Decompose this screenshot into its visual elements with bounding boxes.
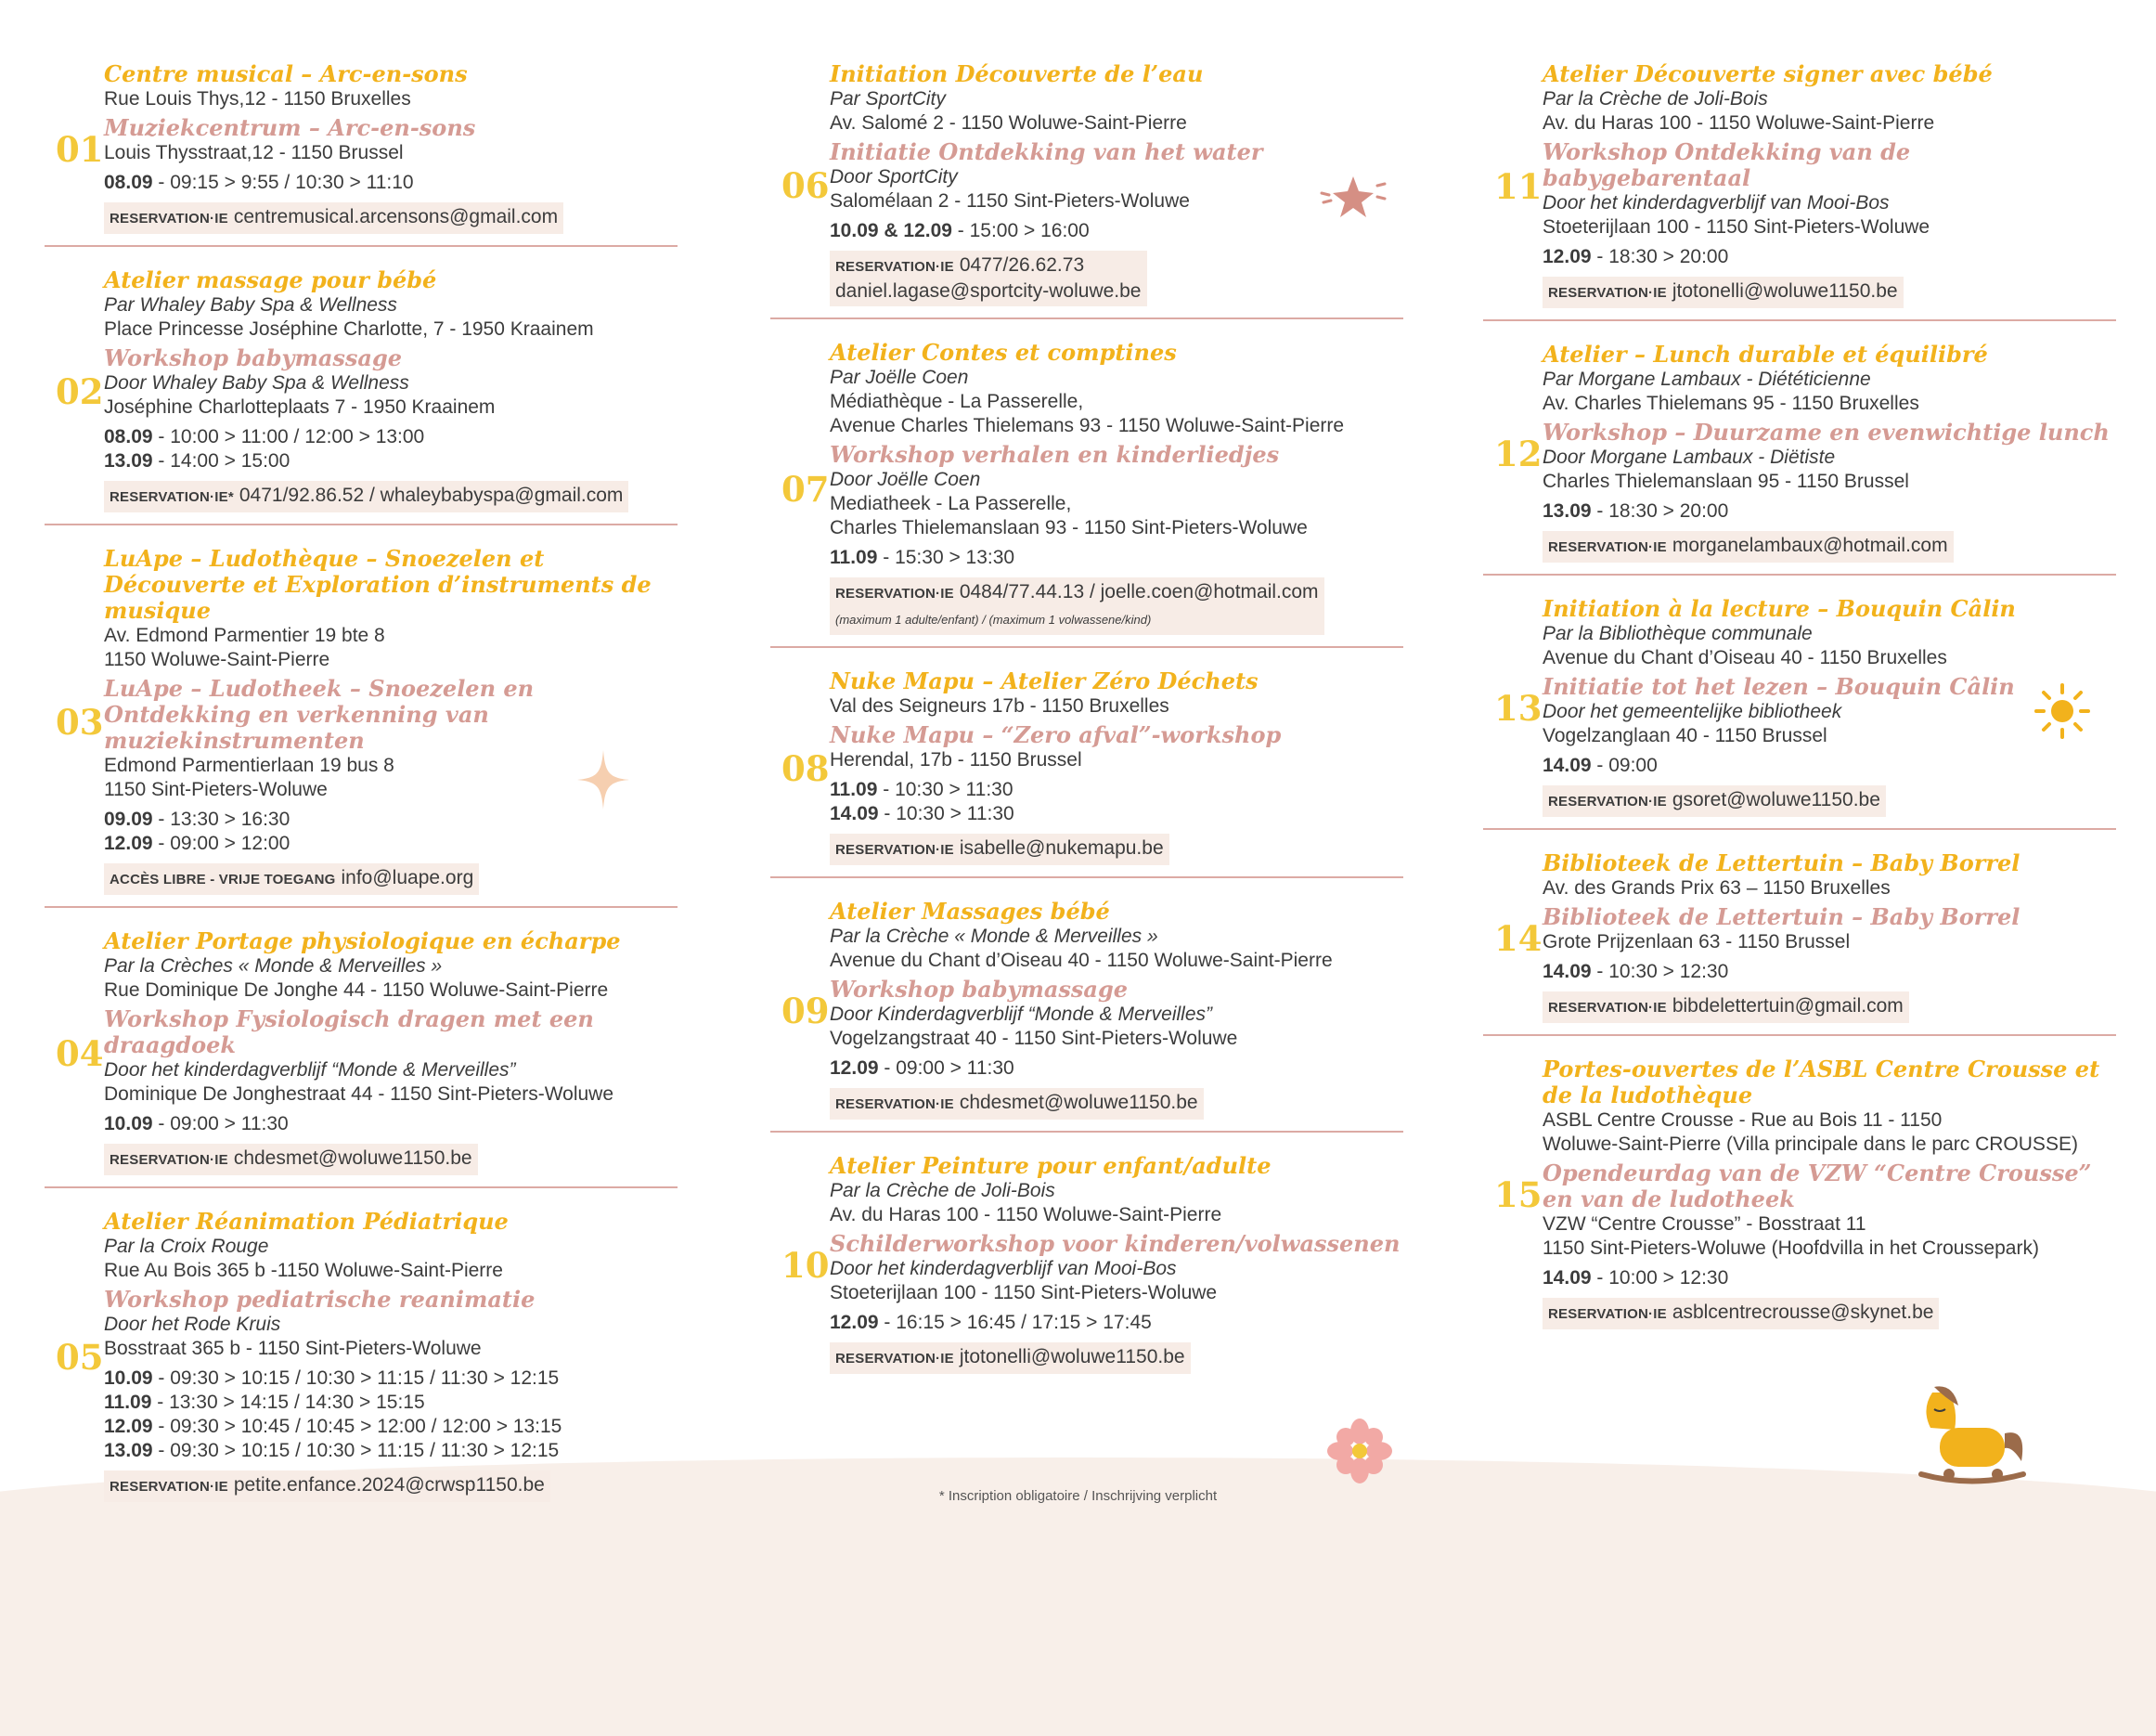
address-fr: Av. Salomé 2 - 1150 Woluwe-Saint-Pierre (830, 112, 1187, 134)
event-date: 11.09 - 10:30 > 11:30 (830, 779, 1013, 800)
event-title-nl: Initiatie Ontdekking van het water (830, 138, 1263, 165)
event-date: 08.09 - 09:15 > 9:55 / 10:30 > 11:10 (104, 172, 414, 193)
reservation-badge[interactable]: RESERVATION·IE isabelle@nukemapu.be (830, 834, 1169, 865)
event-12 (1483, 334, 2116, 576)
event-number: 02 (56, 371, 104, 412)
address-nl: Edmond Parmentierlaan 19 bus 8 (104, 755, 394, 776)
organizer-nl: Door het gemeentelijke bibliotheek (1543, 701, 1842, 722)
event-date: 10.09 - 09:30 > 10:15 / 10:30 > 11:15 / 11:30 > 12:15 (104, 1367, 560, 1389)
organizer-fr: Par la Crèche « Monde & Merveilles » (830, 926, 1158, 947)
address-fr: Place Princesse Joséphine Charlotte, 7 - 1950 Kraainem (104, 318, 594, 340)
event-number: 08 (781, 748, 830, 789)
organizer-fr: Par la Croix Rouge (104, 1236, 269, 1257)
address-fr: Avenue du Chant d’Oiseau 40 - 1150 Woluwe-Saint-Pierre (830, 950, 1333, 971)
column-3 (1483, 54, 2116, 1341)
event-date: 12.09 - 09:00 > 12:00 (104, 833, 290, 854)
reservation-badge[interactable]: RESERVATION·IE 0477/26.62.73 daniel.lagase@sportcity-woluwe.be (830, 251, 1147, 306)
organizer-fr: Par Joëlle Coen (830, 367, 969, 388)
address-nl: Grote Prijzenlaan 63 - 1150 Brussel (1543, 931, 1851, 952)
address-nl: Louis Thysstraat,12 - 1150 Brussel (104, 142, 404, 163)
organizer-nl: Door Morgane Lambaux - Diëtiste (1543, 447, 1836, 468)
address-nl: VZW “Centre Crousse” - Bosstraat 11 (1543, 1213, 1866, 1235)
event-number: 12 (1494, 434, 1543, 474)
event-number: 13 (1494, 688, 1543, 729)
reservation-badge[interactable]: RESERVATION·IE chdesmet@woluwe1150.be (830, 1088, 1204, 1120)
event-title-nl: Biblioteek de Lettertuin – Baby Borrel (1543, 903, 2020, 930)
event-title-fr: LuApe – Ludothèque – Snoezelen et Découverte et Exploration d’instruments de musique (104, 545, 652, 624)
capacity-note: (maximum 1 adulte/enfant) / (maximum 1 volwassene/kind) (835, 613, 1152, 627)
address-fr: Avenue du Chant d’Oiseau 40 - 1150 Bruxelles (1543, 647, 1947, 668)
organizer-fr: Par Morgane Lambaux - Diététicienne (1543, 369, 1871, 390)
address-nl: Charles Thielemanslaan 95 - 1150 Brussel (1543, 471, 1909, 492)
reservation-badge[interactable]: RESERVATION·IE petite.enfance.2024@crwsp1150.be (104, 1470, 550, 1502)
organizer-nl: Door het kinderdagverblijf van Mooi-Bos (1543, 192, 1890, 214)
event-number: 01 (56, 129, 104, 170)
event-title-nl: Workshop Ontdekking van de babygebarentaal (1543, 138, 1911, 191)
organizer-fr: Par la Crèche de Joli-Bois (1543, 88, 1768, 110)
event-date: 14.09 - 09:00 (1543, 755, 1658, 776)
event-title-fr: Portes-ouvertes de l’ASBL Centre Crousse et de la ludothèque (1543, 1056, 2100, 1108)
event-date: 12.09 - 16:15 > 16:45 / 17:15 > 17:45 (830, 1312, 1152, 1333)
event-title-fr: Atelier Réanimation Pédiatrique (104, 1208, 509, 1235)
event-date: 08.09 - 10:00 > 11:00 / 12:00 > 13:00 (104, 426, 425, 447)
event-title-fr: Initiation à la lecture – Bouquin Câlin (1543, 595, 2016, 622)
event-date: 10.09 & 12.09 - 15:00 > 16:00 (830, 220, 1090, 241)
event-date: 14.09 - 10:00 > 12:30 (1543, 1267, 1729, 1289)
sun-icon (2033, 681, 2092, 741)
reservation-badge[interactable]: RESERVATION·IE* 0471/92.86.52 / whaleybabyspa@gmail.com (104, 481, 628, 512)
organizer-nl: Door Whaley Baby Spa & Wellness (104, 372, 409, 394)
organizer-nl: Door Joëlle Coen (830, 469, 981, 490)
event-title-nl: Workshop pediatrische reanimatie (104, 1286, 536, 1313)
address-nl: Charles Thielemanslaan 93 - 1150 Sint-Pieters-Woluwe (830, 517, 1308, 538)
event-03 (45, 538, 678, 908)
event-title-fr: Centre musical – Arc-en-sons (104, 60, 468, 87)
reservation-badge[interactable]: RESERVATION·IE jtotonelli@woluwe1150.be (830, 1342, 1191, 1374)
event-title-nl: Workshop – Duurzame en evenwichtige lunch (1543, 419, 2110, 446)
reservation-badge[interactable]: RESERVATION·IE gsoret@woluwe1150.be (1543, 785, 1886, 817)
address-nl: Mediatheek - La Passerelle, (830, 493, 1072, 514)
event-number: 06 (781, 165, 830, 206)
column-1 (45, 54, 678, 1513)
address-fr: Rue Louis Thys,12 - 1150 Bruxelles (104, 88, 411, 110)
organizer-fr: Par la Crèches « Monde & Merveilles » (104, 955, 443, 977)
event-title-fr: Atelier – Lunch durable et équilibré (1543, 341, 1988, 368)
address-nl: Stoeterijlaan 100 - 1150 Sint-Pieters-Woluwe (1543, 216, 1930, 238)
event-title-fr: Initiation Découverte de l’eau (830, 60, 1204, 87)
address-nl: Stoeterijlaan 100 - 1150 Sint-Pieters-Woluwe (830, 1282, 1218, 1303)
organizer-nl: Door Kinderdagverblijf “Monde & Merveilles” (830, 1004, 1213, 1025)
event-title-nl: Workshop babymassage (830, 976, 1129, 1003)
reservation-badge[interactable]: RESERVATION·IE jtotonelli@woluwe1150.be (1543, 277, 1904, 308)
event-title-fr: Atelier Portage physiologique en écharpe (104, 927, 621, 954)
address-nl: Dominique De Jonghestraat 44 - 1150 Sint-Pieters-Woluwe (104, 1083, 614, 1105)
address-fr: Avenue Charles Thielemans 93 - 1150 Woluwe-Saint-Pierre (830, 415, 1345, 436)
event-06 (770, 54, 1403, 319)
address-nl: Joséphine Charlotteplaats 7 - 1950 Kraainem (104, 396, 496, 418)
event-10 (770, 1146, 1403, 1385)
address-fr: Av. du Haras 100 - 1150 Woluwe-Saint-Pierre (830, 1204, 1222, 1225)
address-nl: 1150 Sint-Pieters-Woluwe (Hoofdvilla in het Croussepark) (1543, 1237, 2039, 1259)
event-number: 14 (1494, 918, 1543, 959)
address-nl: Bosstraat 365 b - 1150 Sint-Pieters-Woluwe (104, 1338, 482, 1359)
event-title-nl: Workshop verhalen en kinderliedjes (830, 441, 1280, 468)
event-04 (45, 921, 678, 1188)
organizer-nl: Door het kinderdagverblijf “Monde & Merveilles” (104, 1059, 516, 1081)
address-fr: Rue Dominique De Jonghe 44 - 1150 Woluwe-Saint-Pierre (104, 979, 609, 1001)
event-title-nl: Opendeurdag van de VZW “Centre Crousse” en van de ludotheek (1543, 1159, 2092, 1212)
sparkle-icon (577, 750, 629, 810)
event-title-nl: Nuke Mapu – “Zero afval”-workshop (830, 721, 1282, 748)
address-fr: Av. Edmond Parmentier 19 bte 8 (104, 625, 385, 646)
address-fr: 1150 Woluwe-Saint-Pierre (104, 649, 330, 670)
event-title-fr: Biblioteek de Lettertuin – Baby Borrel (1543, 849, 2020, 876)
event-title-fr: Atelier Découverte signer avec bébé (1543, 60, 1993, 87)
event-14 (1483, 843, 2116, 1036)
event-number: 04 (56, 1033, 104, 1074)
reservation-badge[interactable]: RESERVATION·IE asblcentrecrousse@skynet.be (1543, 1298, 1939, 1329)
star-icon (1320, 173, 1387, 221)
event-title-fr: Atelier Contes et comptines (830, 339, 1177, 366)
event-date: 14.09 - 10:30 > 11:30 (830, 803, 1014, 824)
address-fr: Val des Seigneurs 17b - 1150 Bruxelles (830, 695, 1169, 717)
event-title-nl: Initiatie tot het lezen – Bouquin Câlin (1543, 673, 2015, 700)
address-fr: Médiathèque - La Passerelle, (830, 391, 1084, 412)
event-title-fr: Atelier Massages bébé (830, 898, 1110, 925)
address-nl: Vogelzanglaan 40 - 1150 Brussel (1543, 725, 1827, 746)
event-number: 10 (781, 1245, 830, 1286)
event-number: 15 (1494, 1174, 1543, 1215)
organizer-nl: Door SportCity (830, 166, 958, 188)
event-number: 09 (781, 991, 830, 1031)
address-nl: Salomélaan 2 - 1150 Sint-Pieters-Woluwe (830, 190, 1190, 212)
event-date: 12.09 - 09:30 > 10:45 / 10:45 > 12:00 / 12:00 > 13:15 (104, 1416, 562, 1437)
event-date: 14.09 - 10:30 > 12:30 (1543, 961, 1729, 982)
address-fr: Av. des Grands Prix 63 – 1150 Bruxelles (1543, 877, 1891, 899)
column-2 (770, 54, 1403, 1385)
event-08 (770, 661, 1403, 878)
event-title-nl: Schilderworkshop voor kinderen/volwassenen (830, 1230, 1401, 1257)
event-13 (1483, 589, 2116, 830)
address-fr: ASBL Centre Crousse - Rue au Bois 11 - 1150 (1543, 1109, 1943, 1131)
event-date: 13.09 - 18:30 > 20:00 (1543, 500, 1729, 522)
reservation-badge[interactable]: RESERVATION·IE bibdelettertuin@gmail.com (1543, 991, 1909, 1023)
organizer-fr: Par la Crèche de Joli-Bois (830, 1180, 1055, 1201)
organizer-nl: Door het Rode Kruis (104, 1314, 281, 1335)
organizer-fr: Par SportCity (830, 88, 946, 110)
event-title-nl: Workshop babymassage (104, 344, 403, 371)
address-nl: Vogelzangstraat 40 - 1150 Sint-Pieters-Woluwe (830, 1028, 1238, 1049)
address-fr: Rue Au Bois 365 b -1150 Woluwe-Saint-Pierre (104, 1260, 503, 1281)
address-nl: Herendal, 17b - 1150 Brussel (830, 749, 1082, 771)
event-09 (770, 891, 1403, 1133)
event-number: 07 (781, 469, 830, 510)
reservation-badge[interactable]: ACCÈS LIBRE - VRIJE TOEGANG info@luape.org (104, 863, 479, 895)
address-fr: Av. Charles Thielemans 95 - 1150 Bruxelles (1543, 393, 1919, 414)
event-15 (1483, 1049, 2116, 1341)
event-date: 11.09 - 15:30 > 13:30 (830, 547, 1015, 568)
event-title-fr: Nuke Mapu – Atelier Zéro Déchets (830, 667, 1259, 694)
event-07 (770, 332, 1403, 648)
organizer-nl: Door het kinderdagverblijf van Mooi-Bos (830, 1258, 1177, 1279)
event-title-nl: Workshop Fysiologisch dragen met een draagdoek (104, 1005, 594, 1058)
event-date: 10.09 - 09:00 > 11:30 (104, 1113, 289, 1134)
event-title-fr: Atelier Peinture pour enfant/adulte (830, 1152, 1272, 1179)
address-nl: 1150 Sint-Pieters-Woluwe (104, 779, 328, 800)
event-number: 03 (56, 702, 104, 743)
event-title-nl: LuApe – Ludotheek – Snoezelen en Ontdekking en verkenning van muziekinstrumenten (104, 675, 535, 754)
reservation-badge[interactable]: RESERVATION·IE morganelambaux@hotmail.com (1543, 531, 1954, 563)
rocking-horse-icon (1912, 1381, 2033, 1488)
event-11 (1483, 54, 2116, 321)
address-fr: Av. du Haras 100 - 1150 Woluwe-Saint-Pierre (1543, 112, 1935, 134)
event-number: 05 (56, 1337, 104, 1378)
footnote: * Inscription obligatoire / Inschrijving verplicht (938, 1488, 1218, 1504)
reservation-badge[interactable]: RESERVATION·IE 0484/77.44.13 / joelle.coen@hotmail.com (maximum 1 adulte/enfant) / (maximum 1 volwassene/kind) (830, 577, 1324, 635)
reservation-badge[interactable]: RESERVATION·IE chdesmet@woluwe1150.be (104, 1144, 478, 1175)
event-date: 13.09 - 09:30 > 10:15 / 10:30 > 11:15 / 11:30 > 12:15 (104, 1440, 560, 1461)
reservation-badge[interactable]: RESERVATION·IE centremusical.arcensons@gmail.com (104, 202, 563, 234)
flower-icon (1327, 1419, 1392, 1483)
address-fr: Woluwe-Saint-Pierre (Villa principale dans le parc CROUSSE) (1543, 1134, 2078, 1155)
event-01 (45, 54, 678, 247)
event-date: 13.09 - 14:00 > 15:00 (104, 450, 290, 472)
event-date: 12.09 - 09:00 > 11:30 (830, 1057, 1014, 1079)
event-number: 11 (1494, 166, 1543, 207)
event-02 (45, 260, 678, 525)
event-date: 12.09 - 18:30 > 20:00 (1543, 246, 1729, 267)
event-title-nl: Muziekcentrum – Arc-en-sons (104, 114, 476, 141)
organizer-fr: Par Whaley Baby Spa & Wellness (104, 294, 397, 316)
event-date: 09.09 - 13:30 > 16:30 (104, 809, 290, 830)
event-05 (45, 1201, 678, 1513)
event-title-fr: Atelier massage pour bébé (104, 266, 437, 293)
event-date: 11.09 - 13:30 > 14:15 / 14:30 > 15:15 (104, 1392, 425, 1413)
organizer-fr: Par la Bibliothèque communale (1543, 623, 1813, 644)
